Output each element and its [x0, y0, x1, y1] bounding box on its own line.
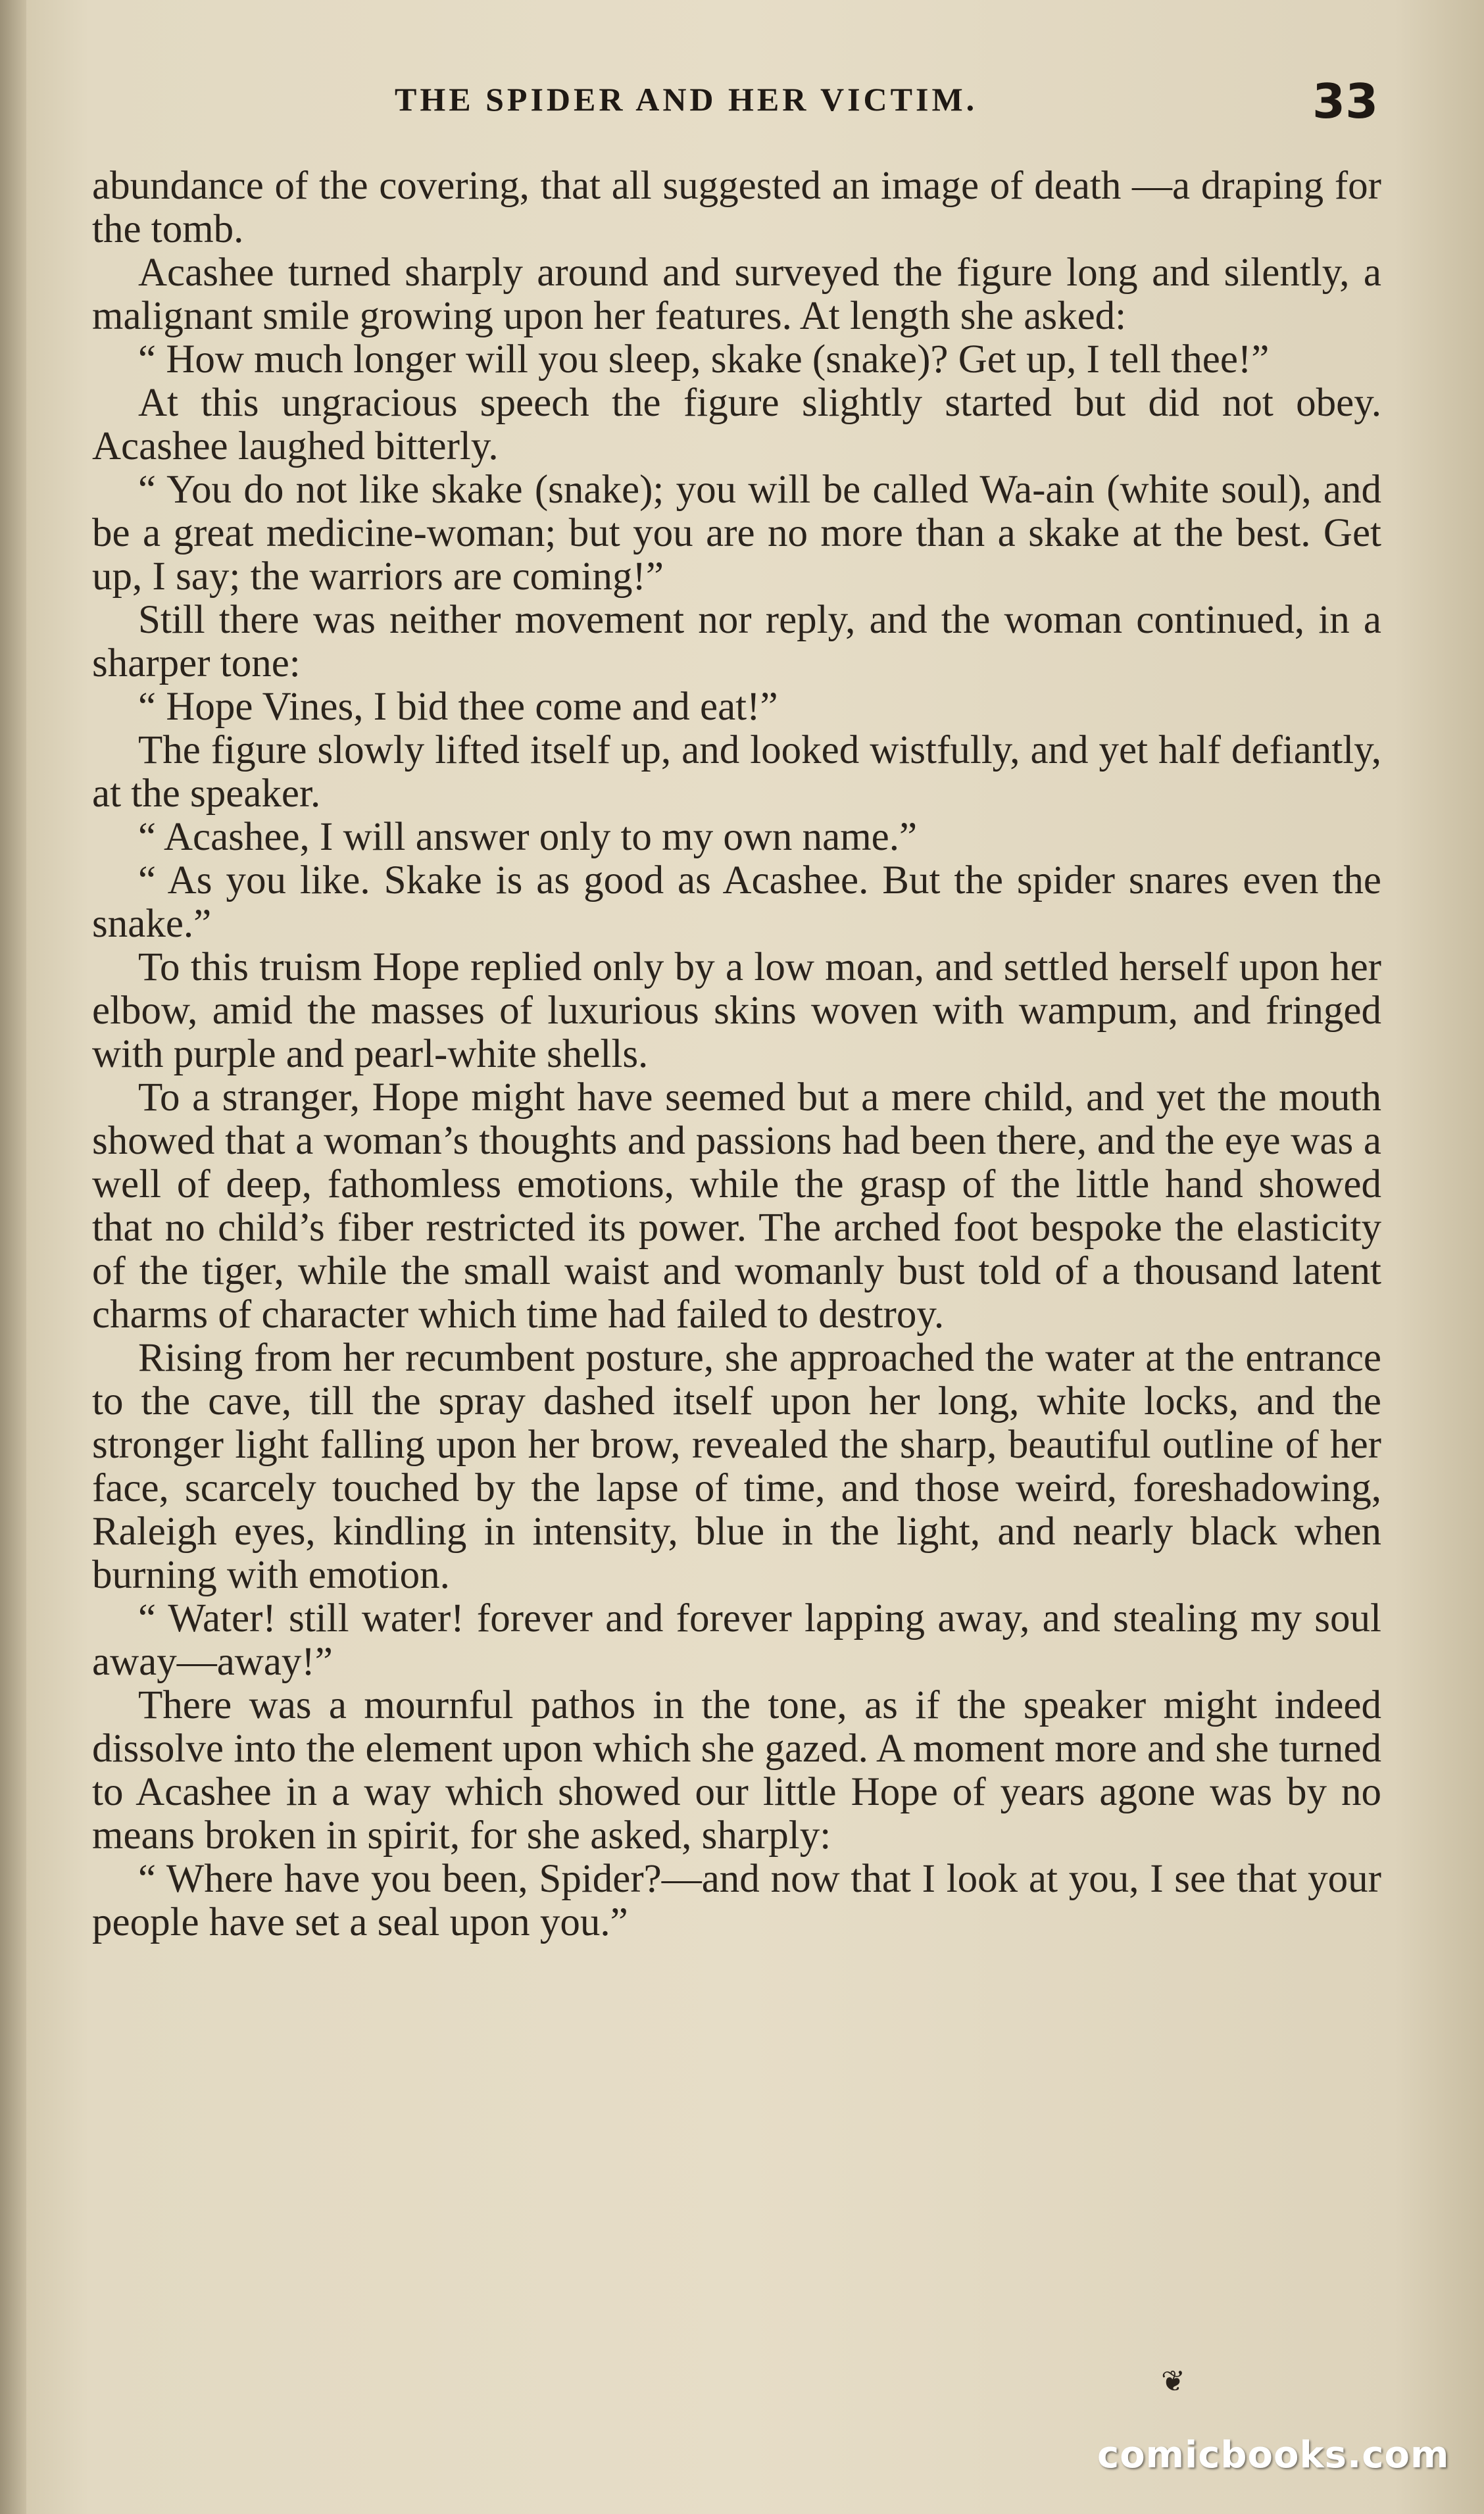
running-title: THE SPIDER AND HER VICTIM. [395, 81, 978, 118]
paragraph: “ Water! still water! forever and forever lapping away, and stealing my soul away—away!” [92, 1596, 1381, 1684]
paragraph: There was a mournful pathos in the tone, as if the speaker might indeed dissolve into the element upon which she gazed. A moment more and she turned to Acashee in a way which showed our little Hope of years agone was by no means broken in spirit, for she asked, sharply: [92, 1683, 1381, 1858]
paragraph: Rising from her recumbent posture, she approached the water at the entrance to the cave, till the spray dashed itself upon her long, white locks, and the stronger light falling upon her brow, revealed the sharp, beautiful outline of her face, scarcely touched by the lapse of time, and those weird, foreshadowing, Raleigh eyes, kindling in intensity, blue in the light, and nearly black when burning with emotion. [92, 1336, 1381, 1597]
paragraph: Acashee turned sharply around and surveyed the figure long and silently, a malignant smile growing upon her features. At length she asked: [92, 251, 1381, 338]
printer-ornament: ❦ [1161, 2365, 1185, 2398]
paragraph: To this truism Hope replied only by a low moan, and settled herself upon her elbow, amid the masses of luxurious skins woven with wampum, and fringed with purple and pearl-white shells. [92, 945, 1381, 1076]
paragraph: abundance of the covering, that all suggested an image of death —a draping for the tomb. [92, 164, 1381, 251]
paragraph: “ Acashee, I will answer only to my own name.” [138, 815, 918, 859]
page-header [395, 74, 1379, 133]
paragraph: “ Where have you been, Spider?—and now that I look at you, I see that your people have set a seal upon you.” [92, 1857, 1381, 1944]
paragraph: The figure slowly lifted itself up, and looked wistfully, and yet half defiantly, at the speaker. [92, 728, 1381, 816]
paragraph: To a stranger, Hope might have seemed but a mere child, and yet the mouth showed that a woman’s thoughts and passions had been there, and the eye was a well of deep, fathomless emotions, while the grasp of the little hand showed that no child’s fiber restricted its power. The arched foot bespoke the elasticity of the tiger, while the small waist and womanly bust told of a thousand latent charms of character which time had failed to destroy. [92, 1075, 1381, 1337]
paragraph: “ Hope Vines, I bid thee come and eat!” [138, 685, 778, 729]
paragraph: Still there was neither movement nor reply, and the woman continued, in a sharper tone: [92, 598, 1381, 685]
paragraph: “ As you like. Skake is as good as Acashee. But the spider snares even the snake.” [92, 858, 1381, 946]
paragraph: “ How much longer will you sleep, skake (snake)? Get up, I tell thee!” [138, 337, 1270, 382]
paragraph: At this ungracious speech the figure slightly started but did not obey. Acashee laughed bitterly. [92, 381, 1381, 468]
page-edge-shadow [0, 0, 26, 2514]
paragraph: “ You do not like skake (snake); you will be called Wa-ain (white soul), and be a great medicine-woman; but you are no more than a skake at the best. Get up, I say; the warriors are coming!” [92, 468, 1381, 599]
watermark-text: comicbooks.com [1097, 2434, 1450, 2477]
page-number: 33 [1312, 74, 1379, 129]
body-text [92, 164, 1381, 1944]
